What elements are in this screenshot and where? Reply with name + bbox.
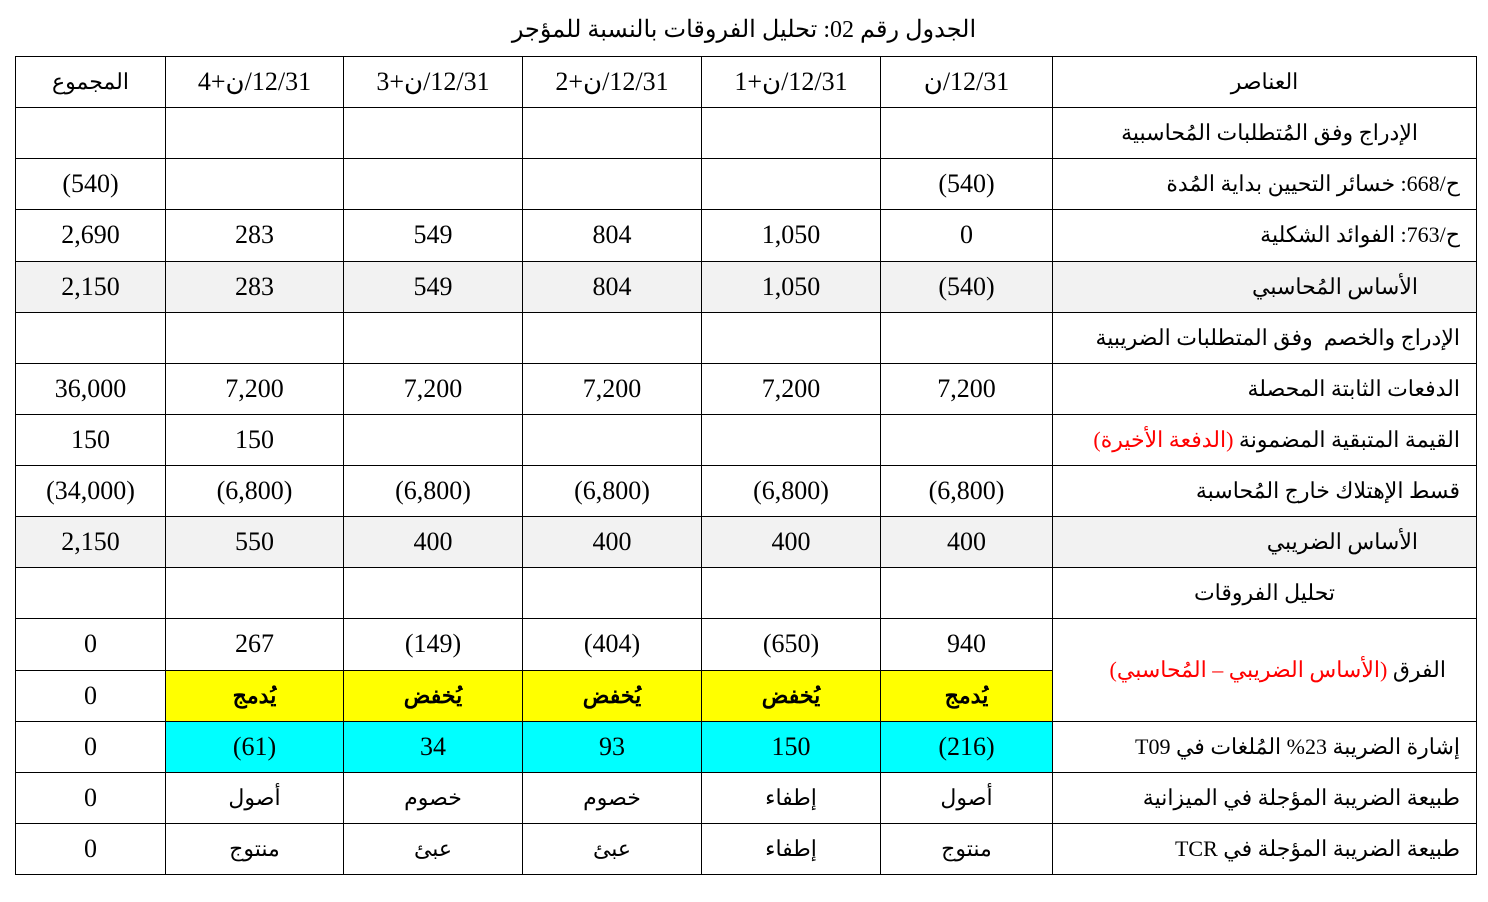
table-cell: 93 bbox=[523, 721, 702, 772]
table-cell: عبئ bbox=[344, 823, 523, 874]
row-label: الإدراج وفق المُتطلبات المُحاسبية bbox=[1053, 108, 1477, 159]
table-row-difference bbox=[16, 619, 1477, 670]
table-cell: 1,050 bbox=[702, 261, 881, 312]
row-label: الإدراج والخصم وفق المتطلبات الضريبية bbox=[1053, 312, 1477, 363]
table-cell: (6,800) bbox=[702, 466, 881, 517]
table-cell: 34 bbox=[344, 721, 523, 772]
table-cell: 7,200 bbox=[344, 363, 523, 414]
row-label bbox=[1053, 619, 1477, 721]
section-row-accounting bbox=[16, 108, 1477, 159]
row-label: الدفعات الثابتة المحصلة bbox=[1053, 363, 1477, 414]
table-cell: 7,200 bbox=[702, 363, 881, 414]
table-cell: 400 bbox=[702, 517, 881, 568]
table-cell: (6,800) bbox=[344, 466, 523, 517]
header-cell: 12/31/ن+3 bbox=[344, 57, 523, 108]
table-cell: (650) bbox=[702, 619, 881, 670]
table-cell: 7,200 bbox=[881, 363, 1053, 414]
table-cell: منتوج bbox=[881, 823, 1053, 874]
table-cell: 0 bbox=[16, 670, 166, 721]
table-cell: 0 bbox=[16, 721, 166, 772]
table-cell: 400 bbox=[523, 517, 702, 568]
row-label: ح/763: الفوائد الشكلية bbox=[1053, 210, 1477, 261]
row-label: الأساس الضريبي bbox=[1053, 517, 1477, 568]
table-cell bbox=[881, 414, 1053, 465]
action-cell: يُدمج bbox=[881, 670, 1053, 721]
action-cell: يُخفض bbox=[344, 670, 523, 721]
table-cell: (6,800) bbox=[523, 466, 702, 517]
table-cell: (6,800) bbox=[166, 466, 344, 517]
row-label: طبيعة الضريبة المؤجلة في الميزانية bbox=[1053, 772, 1477, 823]
table-cell: 400 bbox=[344, 517, 523, 568]
row-label: الأساس المُحاسبي bbox=[1053, 261, 1477, 312]
table-cell bbox=[166, 159, 344, 210]
table-row bbox=[16, 159, 1477, 210]
table-cell: 0 bbox=[16, 823, 166, 874]
table-cell: 150 bbox=[16, 414, 166, 465]
table-cell bbox=[702, 414, 881, 465]
table-row bbox=[16, 363, 1477, 414]
table-row bbox=[16, 823, 1477, 874]
table-cell: 7,200 bbox=[523, 363, 702, 414]
table-cell: 0 bbox=[881, 210, 1053, 261]
table-cell: 0 bbox=[16, 619, 166, 670]
table-cell: إطفاء bbox=[702, 772, 881, 823]
table-cell: 940 bbox=[881, 619, 1053, 670]
table-cell: منتوج bbox=[166, 823, 344, 874]
table-cell: (216) bbox=[881, 721, 1053, 772]
table-cell: خصوم bbox=[344, 772, 523, 823]
table-cell: (540) bbox=[16, 159, 166, 210]
row-label-text: القيمة المتبقية المضمونة bbox=[1238, 426, 1460, 452]
row-label: ح/668: خسائر التحيين بداية المُدة bbox=[1053, 159, 1477, 210]
action-cell: يُدمج bbox=[166, 670, 344, 721]
table-cell: 400 bbox=[881, 517, 1053, 568]
table-cell: (149) bbox=[344, 619, 523, 670]
table-cell: 549 bbox=[344, 261, 523, 312]
table-cell: إطفاء bbox=[702, 823, 881, 874]
row-label-note: (الأساس الضريبي – المُحاسبي) bbox=[1109, 657, 1388, 682]
header-row bbox=[16, 57, 1477, 108]
row-label-note: (الدفعة الأخيرة) bbox=[1093, 426, 1234, 452]
table-cell: 150 bbox=[166, 414, 344, 465]
table-cell: عبئ bbox=[523, 823, 702, 874]
differences-table bbox=[15, 56, 1477, 875]
table-cell: 2,150 bbox=[16, 261, 166, 312]
section-row-tax bbox=[16, 312, 1477, 363]
table-cell: (6,800) bbox=[881, 466, 1053, 517]
table-row bbox=[16, 210, 1477, 261]
row-label-text: الفرق bbox=[1392, 657, 1446, 682]
table-cell: (34,000) bbox=[16, 466, 166, 517]
row-label: تحليل الفروقات bbox=[1053, 568, 1477, 619]
table-cell: أصول bbox=[881, 772, 1053, 823]
section-row-differences bbox=[16, 568, 1477, 619]
header-cell: العناصر bbox=[1053, 57, 1477, 108]
table-cell: 0 bbox=[16, 772, 166, 823]
table-row bbox=[16, 772, 1477, 823]
header-cell: 12/31/ن+4 bbox=[166, 57, 344, 108]
table-cell: (61) bbox=[166, 721, 344, 772]
table-cell: 7,200 bbox=[166, 363, 344, 414]
row-label: قسط الإهتلاك خارج المُحاسبة bbox=[1053, 466, 1477, 517]
row-label: إشارة الضريبة 23% المُلغات في T09 bbox=[1053, 721, 1477, 772]
table-cell: 804 bbox=[523, 210, 702, 261]
table-cell: أصول bbox=[166, 772, 344, 823]
row-label bbox=[1053, 414, 1477, 465]
header-cell: 12/31/ن+2 bbox=[523, 57, 702, 108]
table-cell bbox=[523, 414, 702, 465]
table-cell: خصوم bbox=[523, 772, 702, 823]
table-cell: 267 bbox=[166, 619, 344, 670]
table-cell: 549 bbox=[344, 210, 523, 261]
table-cell bbox=[523, 159, 702, 210]
table-cell: 804 bbox=[523, 261, 702, 312]
table-cell: 2,690 bbox=[16, 210, 166, 261]
table-row-accounting-base bbox=[16, 261, 1477, 312]
table-cell: 150 bbox=[702, 721, 881, 772]
action-cell: يُخفض bbox=[523, 670, 702, 721]
table-cell bbox=[344, 159, 523, 210]
header-cell: 12/31/ن+1 bbox=[702, 57, 881, 108]
table-cell: 550 bbox=[166, 517, 344, 568]
table-cell: (404) bbox=[523, 619, 702, 670]
table-cell: 2,150 bbox=[16, 517, 166, 568]
table-cell: 1,050 bbox=[702, 210, 881, 261]
table-cell: 36,000 bbox=[16, 363, 166, 414]
table-row-tax-base bbox=[16, 517, 1477, 568]
table-cell: (540) bbox=[881, 159, 1053, 210]
table-row bbox=[16, 414, 1477, 465]
table-title: الجدول رقم 02: تحليل الفروقات بالنسبة للمؤجر bbox=[511, 17, 977, 43]
table-row bbox=[16, 466, 1477, 517]
table-row-tax-sign bbox=[16, 721, 1477, 772]
header-cell: 12/31/ن bbox=[881, 57, 1053, 108]
table-cell bbox=[344, 414, 523, 465]
action-cell: يُخفض bbox=[702, 670, 881, 721]
table-cell: 283 bbox=[166, 261, 344, 312]
table-cell: (540) bbox=[881, 261, 1053, 312]
table-cell: 283 bbox=[166, 210, 344, 261]
row-label: طبيعة الضريبة المؤجلة في TCR bbox=[1053, 823, 1477, 874]
header-cell: المجموع bbox=[16, 57, 166, 108]
table-cell bbox=[702, 159, 881, 210]
